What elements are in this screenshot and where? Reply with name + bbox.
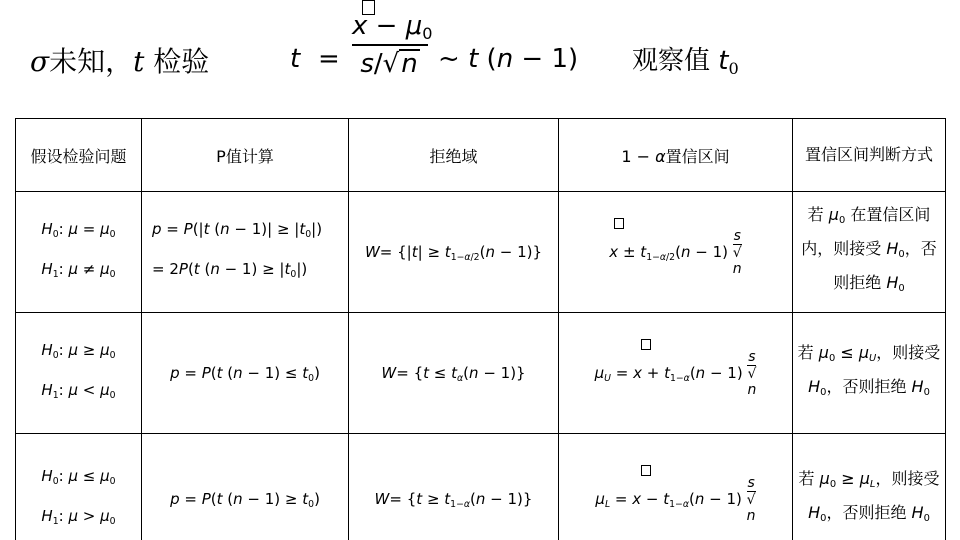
rejection-region-cell: $W= \{t \ge t_{1-\alpha}(n - 1)\}$ [349,434,559,540]
header-formula-line: σ未知，t 检验 t = $x - \mu_0$ s/√n ~ t (n − 1) 观察值 $t_0$ [0,0,960,118]
judgement-cell: 若 $\mu_0$ 在置信区间内，则接受 $H_0$，否则拒绝 $H_0$ [793,192,946,313]
observed-value: 观察值 $t_0$ [632,46,739,78]
table-row [16,192,946,313]
table-row [16,313,946,434]
formula-denominator: s/√n [360,49,418,79]
formula-numerator: $x - \mu_0$ [352,6,428,42]
rejection-region-cell: $W= \{|t| \ge t_{1-\alpha/2}(n - 1)\}$ [349,192,559,313]
header-hypothesis: 假设检验问题 [16,119,142,192]
test-condition: σ未知，t 检验 [30,45,210,78]
judgement-cell: 若 $\mu_0 \le \mu_U$，则接受$H_0$，否则拒绝 $H_0$ [793,313,946,434]
confidence-interval-cell: $\mu_L = x - t_{1-\alpha}(n - 1)$ s √ n [559,434,793,540]
header-confidence-interval: 1 − α置信区间 [559,119,793,192]
xbar-placeholder-icon [362,0,375,15]
pvalue-cell: p = P(|t $(n - 1)| \ge |t_0|$) = 2P(t $(n - 1) \ge |t_0|$) [142,192,349,313]
rejection-region-cell: $W= \{t \le t_\alpha(n - 1)\}$ [349,313,559,434]
header-pvalue: P值计算 [142,119,349,192]
xbar-placeholder-icon [641,339,651,350]
confidence-interval-cell: $x \pm t_{1-\alpha/2}(n - 1)$ s √ n [559,192,793,313]
hypothesis-test-table [15,118,946,540]
xbar-placeholder-icon [641,465,651,476]
xbar-placeholder-icon [614,218,624,229]
formula-distribution: ~ t (n − 1) [438,44,579,74]
hypothesis-cell: $H_0$: $\mu \ge \mu_0$ $H_1$: $\mu < \mu_0$ [16,313,142,434]
hypothesis-cell: $H_0$: $\mu \le \mu_0$ $H_1$: $\mu > \mu_0$ [16,434,142,540]
fraction-bar [352,44,428,46]
formula-fraction [352,6,433,80]
header-rejection-region: 拒绝域 [349,119,559,192]
judgement-cell: 若 $\mu_0 \ge \mu_L$，则接受 $H_0$，否则拒绝 $H_0$ [793,434,946,540]
table-header-row [16,119,946,192]
h0-line: $H_0$: $\mu = \mu_0$ [41,220,116,240]
formula-lhs: t [290,44,301,74]
table-row [16,434,946,540]
header-judgement: 置信区间判断方式 [793,119,946,192]
pvalue-cell: p = P(t $(n - 1) \ge t_0$) [142,434,349,540]
pvalue-cell: p = P(t $(n - 1) \le t_0$) [142,313,349,434]
hypothesis-cell [16,192,142,313]
h1-line: $H_1$: $\mu \ne \mu_0$ [41,260,116,280]
confidence-interval-cell: $\mu_U = x + t_{1-\alpha}(n - 1)$ s √ n [559,313,793,434]
